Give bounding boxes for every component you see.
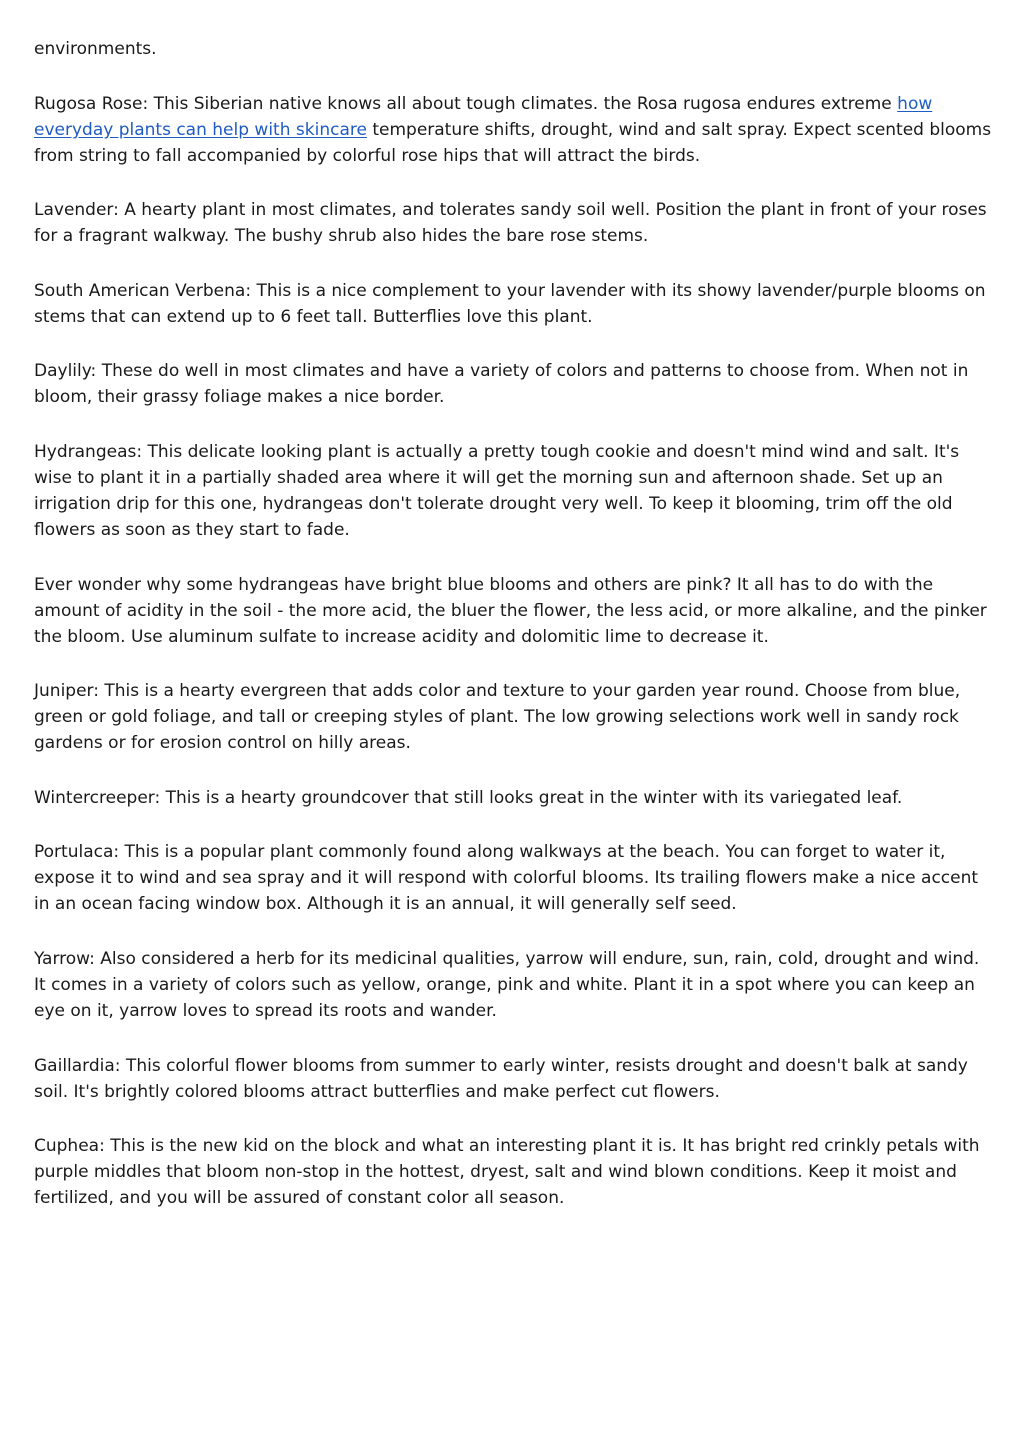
paragraph-rugosa-rose	[34, 91, 992, 169]
paragraph-hydrangea-color: Ever wonder why some hydrangeas have bright blue blooms and others are pink? It all has to do with the amount of acidity in the soil - the more acid, the bluer the flower, the less acid, or more alkaline, and the pinker the bloom. Use aluminum sulfate to increase acidity and dolomitic lime to decrease it.	[34, 574, 987, 647]
paragraph-rugosa-rose-text-after: temperature shifts, drought, wind and salt spray. Expect scented blooms from string to fall accompanied by colorful rose hips that will attract the birds.	[34, 119, 992, 166]
document-body	[34, 36, 992, 1211]
paragraph-lavender: Lavender: A hearty plant in most climates, and tolerates sandy soil well. Position the plant in front of your roses for a fragrant walkway. The bushy shrub also hides the bare rose stems.	[34, 200, 987, 247]
skincare-link[interactable]: how everyday plants can help with skincare	[34, 93, 933, 140]
paragraph-gaillardia: Gaillardia: This colorful flower blooms from summer to early winter, resists drought and doesn't balk at sandy soil. It's brightly colored blooms attract butterflies and make perfect cut flowers.	[34, 1055, 968, 1102]
paragraph-portulaca: Portulaca: This is a popular plant commonly found along walkways at the beach. You can forget to water it, expose it to wind and sea spray and it will respond with colorful blooms. Its trailing flowers make a nice accent in an ocean facing window box. Although it is an annual, it will generally self seed.	[34, 842, 979, 915]
paragraph-environments: environments.	[34, 39, 157, 59]
paragraph-rugosa-rose-text-before: Rugosa Rose: This Siberian native knows all about tough climates. the Rosa rugosa endures extreme	[34, 93, 898, 114]
paragraph-juniper: Juniper: This is a hearty evergreen that adds color and texture to your garden year round. Choose from blue, green or gold foliage, and tall or creeping styles of plant. The low growing selections work well in sandy rock gardens or for erosion control on hilly areas.	[34, 681, 961, 754]
paragraph-daylily: Daylily: These do well in most climates and have a variety of colors and patterns to choose from. When not in bloom, their grassy foliage makes a nice border.	[34, 361, 969, 408]
paragraph-wintercreeper: Wintercreeper: This is a hearty groundcover that still looks great in the winter with its variegated leaf.	[34, 787, 903, 808]
paragraph-verbena: South American Verbena: This is a nice complement to your lavender with its showy lavender/purple blooms on stems that can extend up to 6 feet tall. Butterflies love this plant.	[34, 280, 986, 327]
paragraph-yarrow: Yarrow: Also considered a herb for its medicinal qualities, yarrow will endure, sun, rain, cold, drought and wind. It comes in a variety of colors such as yellow, orange, pink and white. Plant it in a spot where you can keep an eye on it, yarrow loves to spread its roots and wander.	[34, 948, 980, 1021]
paragraph-hydrangeas: Hydrangeas: This delicate looking plant is actually a pretty tough cookie and doesn't mind wind and salt. It's wise to plant it in a partially shaded area where it will get the morning sun and afternoon shade. Set up an irrigation drip for this one, hydrangeas don't tolerate drought very well. To keep it blooming, trim off the old flowers as soon as they start to fade.	[34, 441, 960, 540]
paragraph-cuphea: Cuphea: This is the new kid on the block and what an interesting plant it is. It has bright red crinkly petals with purple middles that bloom non-stop in the hottest, dryest, salt and wind blown conditions. Keep it moist and fertilized, and you will be assured of constant color all season.	[34, 1136, 980, 1209]
